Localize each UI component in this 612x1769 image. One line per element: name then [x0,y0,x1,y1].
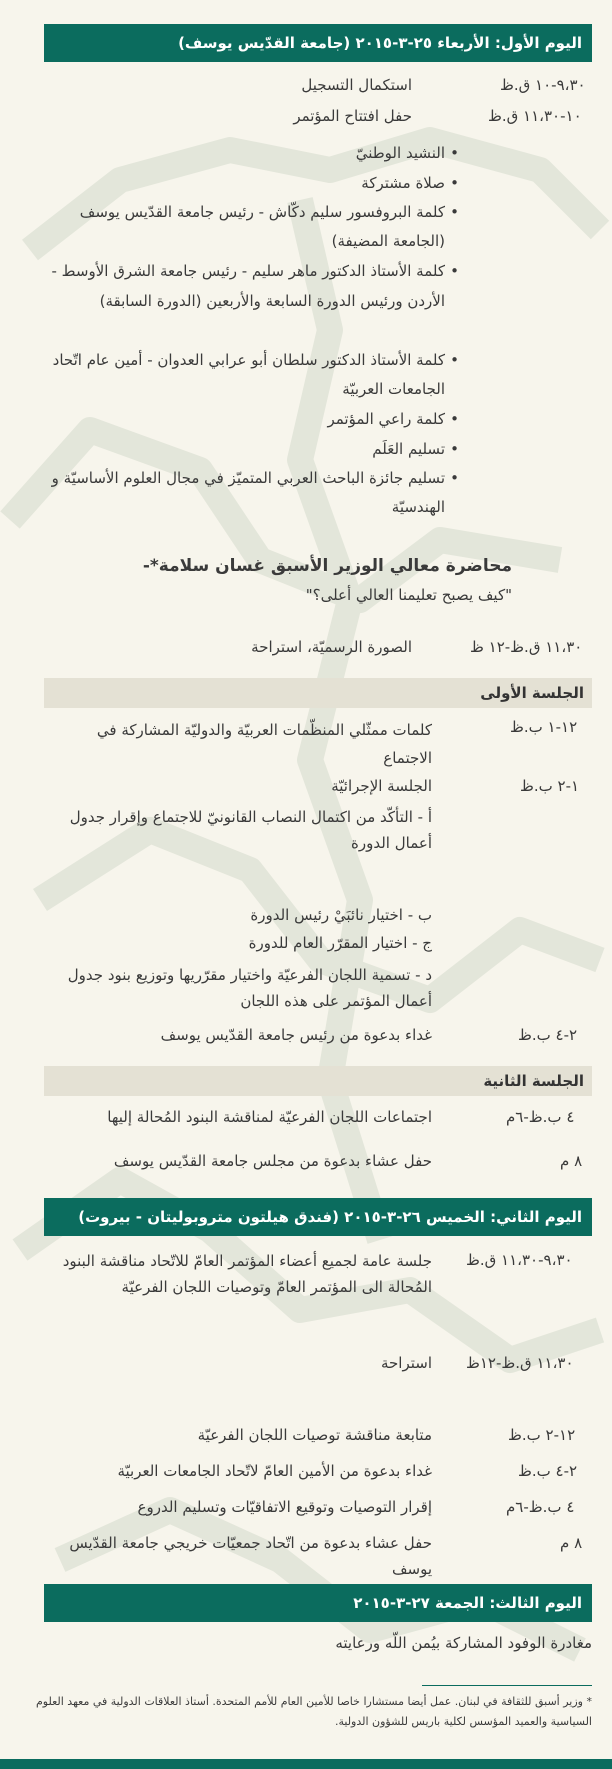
session1-row1-text: كلمات ممثّلي المنظّمات العربيّة والدوليّة المشاركة في الاجتماع [96,721,432,767]
time-day2-row2: ١١،٣٠ ق.ظ-١٢ظ [466,1354,574,1372]
day2-row3-text: متابعة مناقشة توصيات اللجان الفرعيّة [197,1426,432,1444]
lecture-subtitle: "كيف يصبح تعليمنا العالي أعلى؟" [305,586,512,604]
footnote-rule [422,1685,592,1686]
opening-item: • كلمة البروفسور سليم دكّاش - رئيس جامعة القدّيس يوسف (الجامعة المضيفة) [45,198,445,256]
photo-break-text: الصورة الرسميّة، استراحة [251,638,412,656]
time-session2-row2: ٨ م [560,1152,583,1170]
opening-item: • كلمة الأستاذ الدكتور ماهر سليم - رئيس جامعة الشرق الأوسط - الأردن ورئيس الدورة السابعة والأربعين (الدورة السابقة) [45,256,445,346]
time-photo: ١١،٣٠ ق.ظ-١٢ ظ [470,638,583,656]
day2-row4-text: غداء بدعوة من الأمين العامّ لاتّحاد الجامعات العربيّة [117,1462,432,1480]
procedural-item: ج - اختيار المقرّر العام للدورة [248,934,432,952]
opening-item: • تسليم جائزة الباحث العربي المتميّز في مجال العلوم الأساسيّة و الهندسيّة [45,464,445,522]
opening-item: • كلمة الأستاذ الدكتور سلطان أبو عرابي العدوان - أمين عام اتّحاد الجامعات العربيّة [45,346,445,404]
time-session1-row1: ١٢-١ ب.ظ [510,718,578,736]
time-lunch: ٢-٤ ب.ظ [518,1026,578,1044]
time-day2-row6: ٨ م [560,1534,583,1552]
day3-header: اليوم الثالث: الجمعة ٢٧-٣-٢٠١٥ [44,1584,592,1622]
time-day2-row4: ٢-٤ ب.ظ [518,1462,578,1480]
time-registration: ٩،٣٠-١٠ ق.ظ [500,76,586,94]
day2-row6-text: حفل عشاء بدعوة من اتّحاد جمعيّات خريجي جامعة القدّيس يوسف [69,1534,432,1578]
day2-row1-text: جلسة عامة لجميع أعضاء المؤتمر العامّ للاتّحاد مناقشة البنود المُحالة الى المؤتمر العامّ وتوصيات اللجان الفرعيّة [62,1252,432,1296]
session2-row1-text: اجتماعات اللجان الفرعيّة لمناقشة البنود المُحالة إليها [107,1108,432,1126]
lecture-title: محاضرة معالي الوزير الأسبق غسان سلامة*- [142,556,512,576]
opening-ceremony-text: حفل افتتاح المؤتمر [293,107,412,125]
procedural-session-text: الجلسة الإجرائيّة [331,777,432,795]
session2-header: الجلسة الثانية [44,1066,592,1096]
opening-item: • كلمة راعي المؤتمر [45,404,445,434]
day1-header: اليوم الأول: الأربعاء ٢٥-٣-٢٠١٥ (جامعة القدّيس يوسف) [44,24,592,62]
time-day2-row3: ١٢-٢ ب.ظ [508,1426,576,1444]
opening-items-list [45,138,445,522]
procedural-item: د - تسمية اللجان الفرعيّة واختيار مقرّريها وتوزيع بنود جدول أعمال المؤتمر على هذه اللجان [67,966,432,1010]
bottom-bar [0,1759,612,1769]
time-session1-row2: ١-٢ ب.ظ [520,777,580,795]
opening-item: • النشيد الوطنيّ [45,138,445,168]
session1-header: الجلسة الأولى [44,678,592,708]
time-opening: ١٠-١١،٣٠ ق.ظ [488,107,582,125]
day2-row2-text: استراحة [380,1354,432,1372]
procedural-item: ب - اختيار نائبَيْ رئيس الدورة [250,906,432,924]
day3-text: مغادرة الوفود المشاركة بيُمن اللّه ورعايته [335,1634,592,1652]
session2-row2-text: حفل عشاء بدعوة من مجلس جامعة القدّيس يوسف [113,1152,432,1170]
day2-row5-text: إقرار التوصيات وتوقيع الاتفاقيّات وتسليم الدروع [137,1498,432,1516]
procedural-item: أ - التأكّد من اكتمال النصاب القانونيّ للاجتماع وإقرار جدول أعمال الدورة [69,808,432,852]
lunch-text: غداء بدعوة من رئيس جامعة القدّيس يوسف [160,1026,432,1044]
day2-header: اليوم الثاني: الخميس ٢٦-٣-٢٠١٥ (فندق هيلتون متروبوليتان - بيروت) [44,1198,592,1236]
opening-item: • صلاة مشتركة [45,168,445,198]
registration-text: استكمال التسجيل [301,76,412,94]
opening-item: • تسليم العَلَم [45,434,445,464]
time-day2-row1: ٩،٣٠-١١،٣٠ ق.ظ [466,1251,573,1269]
time-day2-row5: ٤ ب.ظ-٦م [506,1498,575,1516]
footnote: * وزير أسبق للثقافة في لبنان. عمل أيضا مستشارا خاصا للأمين العام للأمم المتحدة. أستاذ العلاقات الدولية في معهد العلوم السياسية والعميد المؤسس لكلية باريس للشؤون الدولية. [35,1695,592,1728]
time-session2-row1: ٤ ب.ظ-٦م [506,1108,575,1126]
